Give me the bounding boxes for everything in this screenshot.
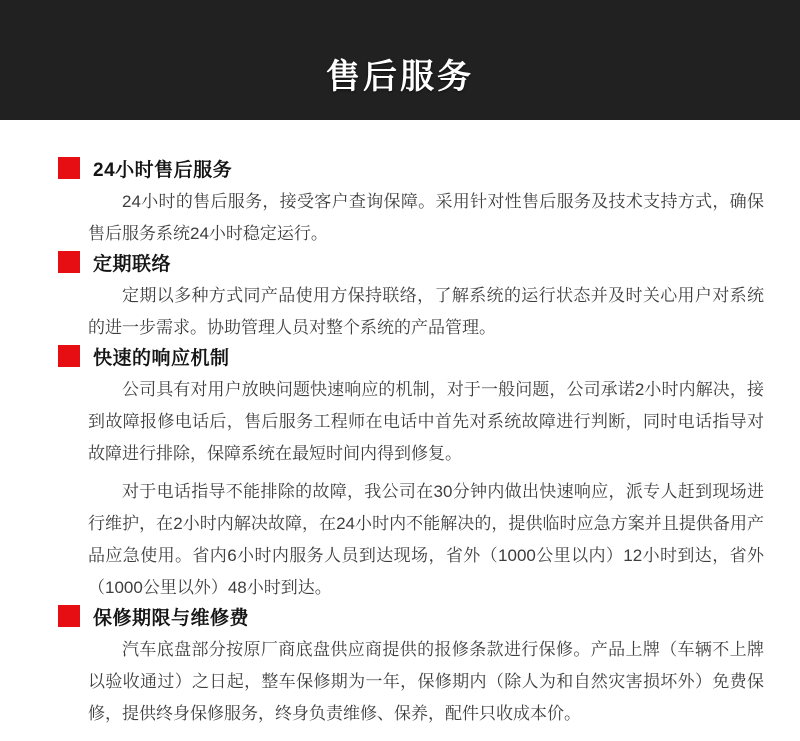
section-title: 24小时售后服务 xyxy=(93,159,233,181)
section-header xyxy=(58,344,760,368)
section-title: 定期联络 xyxy=(93,253,172,275)
red-square-bullet-icon xyxy=(58,251,80,273)
section-paragraph: 公司具有对用户放映问题快速响应的机制，对于一般问题，公司承诺2小时内解决，接到故障报修电话后，售后服务工程师在电话中首先对系统故障进行判断，同时电话指导对故障进行排除，保障系统在最短时间内得到修复。 xyxy=(88,380,764,463)
red-square-bullet-icon xyxy=(58,345,80,367)
section-paragraph: 定期以多种方式同产品使用方保持联络，了解系统的运行状态并及时关心用户对系统的进一步需求。协助管理人员对整个系统的产品管理。 xyxy=(88,286,764,337)
section-24h-service xyxy=(58,156,764,250)
section-header xyxy=(58,250,760,274)
section-header xyxy=(58,156,760,180)
section-paragraph: 对于电话指导不能排除的故障，我公司在30分钟内做出快速响应，派专人赶到现场进行维护，在2小时内解决故障，在24小时内不能解决的，提供临时应急方案并且提供备用产品应急使用。省内6小时内服务人员到达现场，省外（1000公里以内）12小时到达，省外（1000公里以外）48小时到达。 xyxy=(88,482,764,597)
section-rapid-response xyxy=(58,344,764,604)
header-banner xyxy=(0,0,800,120)
section-regular-contact xyxy=(58,250,764,344)
red-square-bullet-icon xyxy=(58,157,80,179)
content xyxy=(0,120,800,741)
section-warranty xyxy=(58,604,764,730)
section-header xyxy=(58,604,760,628)
section-paragraph: 24小时的售后服务，接受客户查询保障。采用针对性售后服务及技术支持方式，确保售后服务系统24小时稳定运行。 xyxy=(88,192,764,243)
page-title: 售后服务 xyxy=(326,57,474,96)
section-title: 保修期限与维修费 xyxy=(93,607,250,629)
section-title: 快速的响应机制 xyxy=(93,347,230,369)
red-square-bullet-icon xyxy=(58,605,80,627)
section-paragraph: 汽车底盘部分按原厂商底盘供应商提供的报修条款进行保修。产品上牌（车辆不上牌以验收通过）之日起，整车保修期为一年，保修期内（除人为和自然灾害损坏外）免费保修，提供终身保修服务，终身负责维修、保养，配件只收成本价。 xyxy=(88,640,764,723)
